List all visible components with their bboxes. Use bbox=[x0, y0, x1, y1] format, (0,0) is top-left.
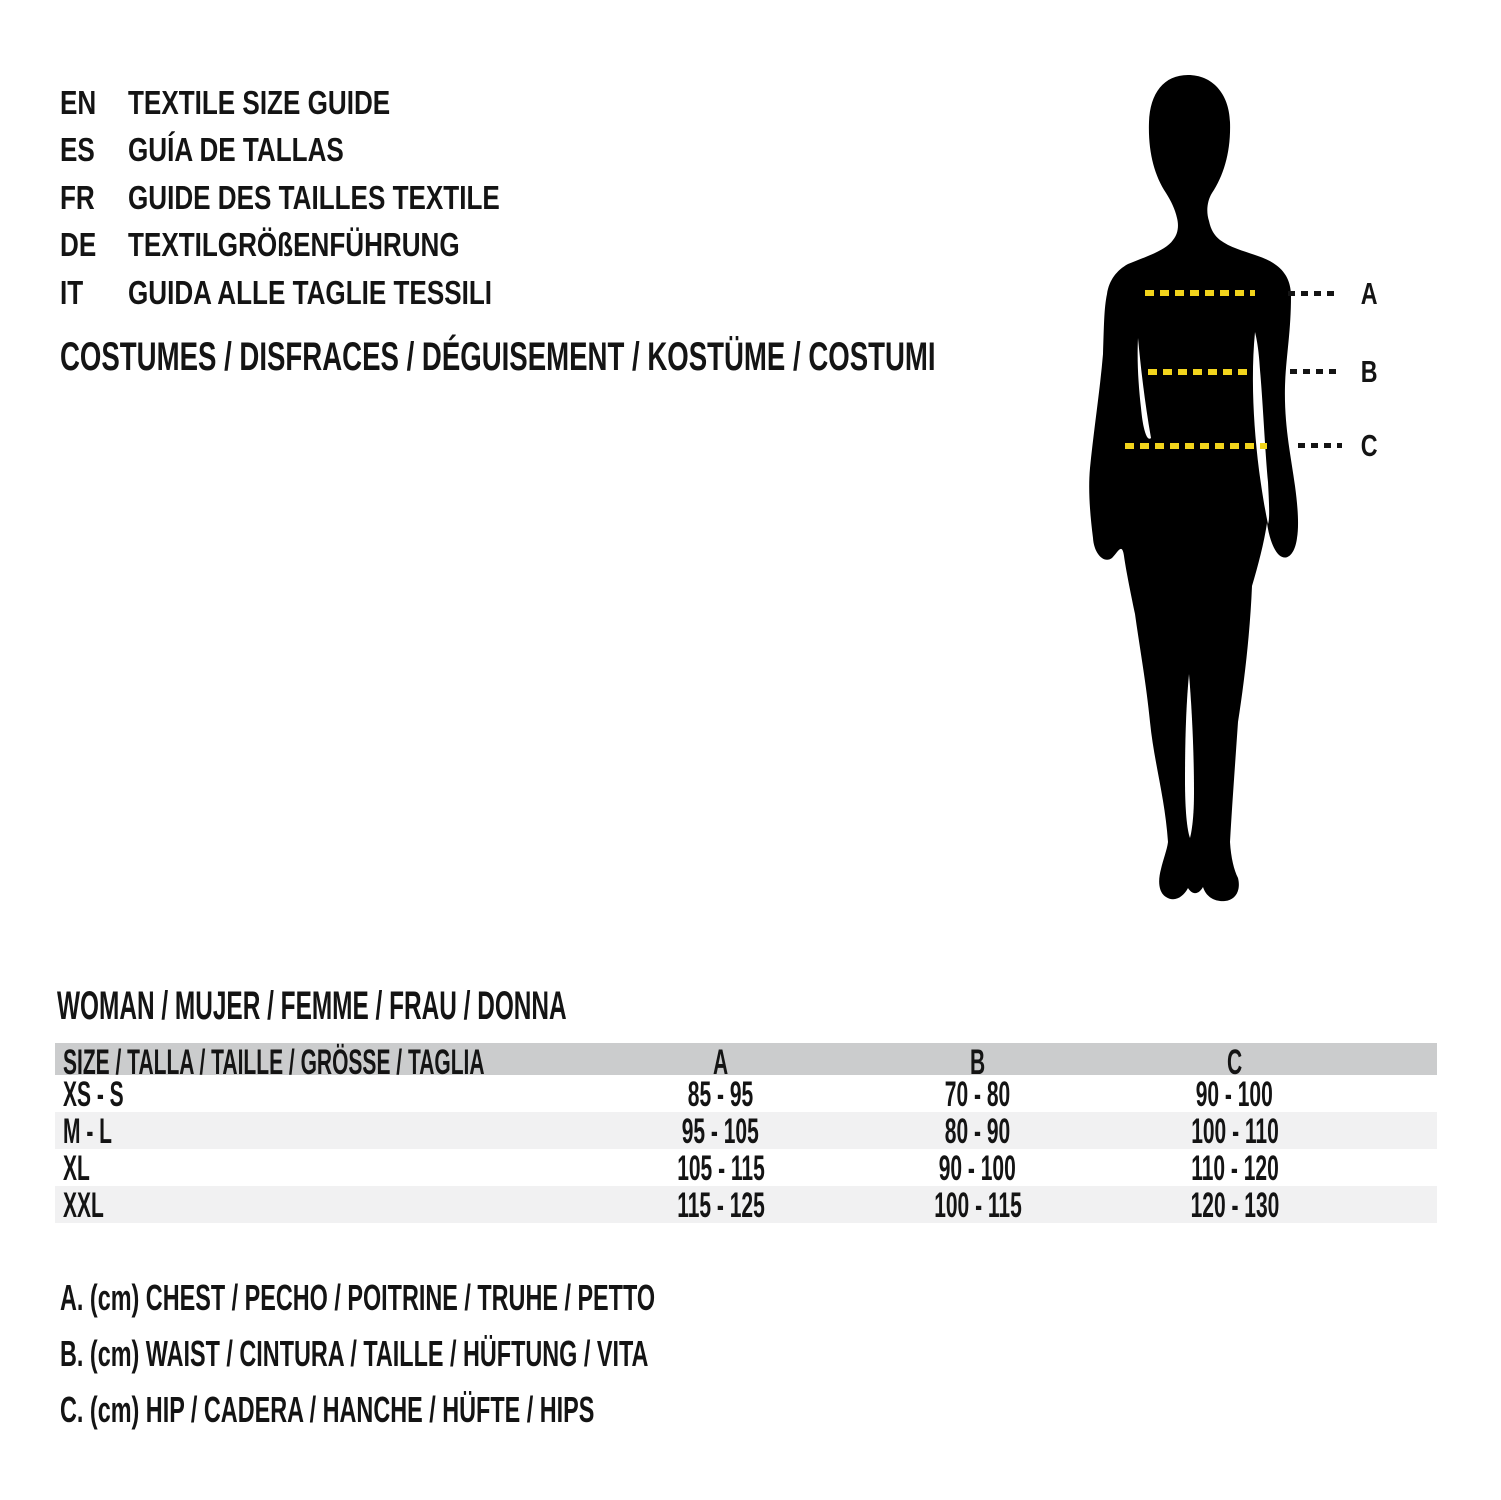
language-code: ES bbox=[60, 131, 95, 169]
language-row bbox=[60, 174, 599, 222]
legend-item-chest: A. (cm) CHEST / PECHO / POITRINE / TRUHE / PETTO bbox=[60, 1277, 656, 1318]
hip-connector-line bbox=[1298, 443, 1342, 448]
language-title-list bbox=[60, 79, 599, 317]
size-table-header-row bbox=[55, 1043, 1437, 1082]
legend-item-hip: C. (cm) HIP / CADERA / HANCHE / HÜFTE / HIPS bbox=[60, 1389, 595, 1430]
language-title: GUÍA DE TALLAS bbox=[128, 131, 344, 169]
waist-range-cell: 70 - 80 bbox=[944, 1075, 1011, 1114]
chest-range-cell: 85 - 95 bbox=[687, 1075, 754, 1114]
language-title: TEXTILE SIZE GUIDE bbox=[128, 83, 391, 121]
size-cell: M - L bbox=[63, 1112, 112, 1151]
language-code: FR bbox=[60, 178, 95, 216]
hip-range-cell: 100 - 110 bbox=[1190, 1112, 1279, 1151]
size-cell: XL bbox=[63, 1149, 90, 1188]
marker-label-b: B bbox=[1360, 354, 1378, 389]
chest-range-cell: 105 - 115 bbox=[676, 1149, 765, 1188]
category-heading: COSTUMES / DISFRACES / DÉGUISEMENT / KOSTÜME / COSTUMI bbox=[60, 335, 936, 379]
chest-connector-line bbox=[1288, 291, 1340, 296]
column-a-header: A bbox=[712, 1043, 729, 1082]
waist-range-cell: 90 - 100 bbox=[938, 1149, 1017, 1188]
waist-range-cell: 80 - 90 bbox=[944, 1112, 1011, 1151]
table-row bbox=[55, 1112, 1437, 1149]
table-row bbox=[55, 1186, 1437, 1223]
body-measurement-figure bbox=[1078, 74, 1302, 918]
hip-range-cell: 90 - 100 bbox=[1195, 1075, 1274, 1114]
language-row bbox=[60, 222, 599, 270]
language-code: IT bbox=[60, 273, 84, 311]
language-title: GUIDA ALLE TAGLIE TESSILI bbox=[128, 273, 493, 311]
column-c-header: C bbox=[1226, 1043, 1243, 1082]
size-table bbox=[55, 1043, 1437, 1223]
waist-range-cell: 100 - 115 bbox=[933, 1186, 1022, 1225]
measurement-legend bbox=[60, 1270, 975, 1438]
table-row bbox=[55, 1149, 1437, 1186]
table-group-title: WOMAN / MUJER / FEMME / FRAU / DONNA bbox=[57, 984, 567, 1028]
legend-item-waist: B. (cm) WAIST / CINTURA / TAILLE / HÜFTUNG / VITA bbox=[60, 1333, 649, 1374]
waist-connector-line bbox=[1290, 369, 1340, 374]
language-row bbox=[60, 79, 599, 127]
hip-range-cell: 110 - 120 bbox=[1190, 1149, 1279, 1188]
language-row bbox=[60, 127, 599, 175]
size-cell: XS - S bbox=[63, 1075, 124, 1114]
language-code: DE bbox=[60, 226, 97, 264]
marker-label-c: C bbox=[1360, 428, 1378, 463]
language-code: EN bbox=[60, 83, 97, 121]
language-title: TEXTILGRÖßENFÜHRUNG bbox=[128, 226, 460, 264]
size-column-header: SIZE / TALLA / TAILLE / GRÖSSE / TAGLIA bbox=[63, 1043, 485, 1082]
hip-range-cell: 120 - 130 bbox=[1190, 1186, 1279, 1225]
chest-range-cell: 95 - 105 bbox=[681, 1112, 760, 1151]
language-row bbox=[60, 269, 599, 317]
marker-label-a: A bbox=[1360, 276, 1378, 311]
language-title: GUIDE DES TAILLES TEXTILE bbox=[128, 178, 500, 216]
column-b-header: B bbox=[969, 1043, 986, 1082]
size-cell: XXL bbox=[63, 1186, 104, 1225]
chest-range-cell: 115 - 125 bbox=[676, 1186, 765, 1225]
